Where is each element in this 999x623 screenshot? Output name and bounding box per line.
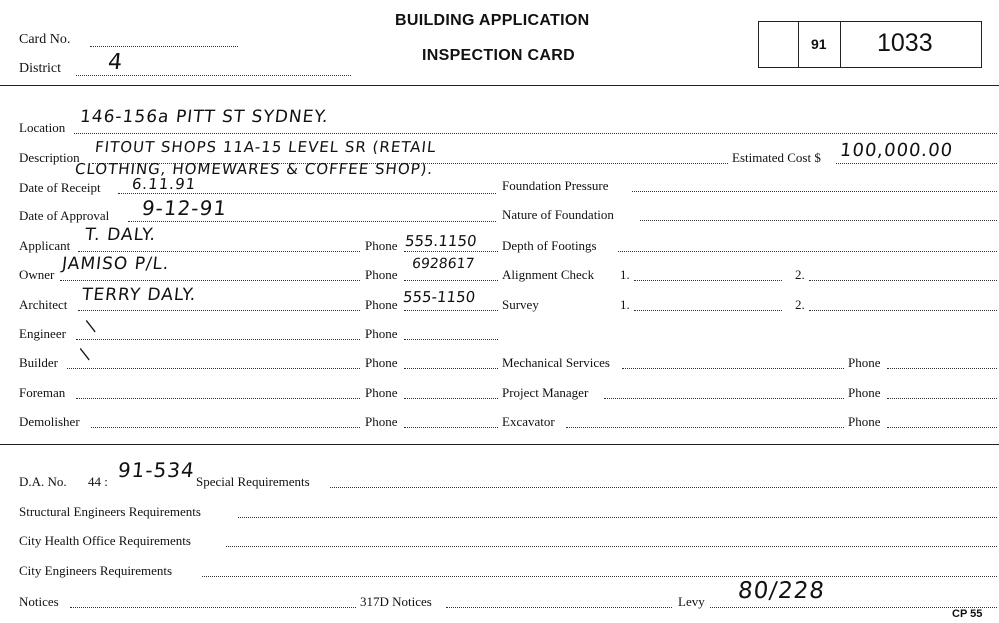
demolisher-label: Demolisher <box>19 414 80 429</box>
header-divider <box>0 85 999 86</box>
notices-317d-field[interactable] <box>446 607 672 608</box>
special-requirements-label: Special Requirements <box>196 474 310 489</box>
district-value: 4 <box>106 50 125 75</box>
excavator-field[interactable] <box>566 427 844 428</box>
owner-field[interactable] <box>60 280 360 281</box>
mechanical-field[interactable] <box>622 368 844 369</box>
nature-foundation-field[interactable] <box>640 220 997 221</box>
levy-label: Levy <box>678 594 705 609</box>
description-label: Description <box>19 150 80 165</box>
district-label: District <box>19 61 61 76</box>
location-value: 146-156a PITT ST SYDNEY. <box>78 107 330 127</box>
city-engineers-field[interactable] <box>202 576 997 577</box>
foreman-phone-field[interactable] <box>404 398 498 399</box>
alignment-check-label: Alignment Check <box>502 267 595 282</box>
architect-value: TERRY DALY. <box>80 285 198 305</box>
applicant-field[interactable] <box>78 251 360 252</box>
city-engineers-label: City Engineers Requirements <box>19 563 173 578</box>
foundation-pressure-label: Foundation Pressure <box>502 178 609 193</box>
date-receipt-field[interactable] <box>118 193 496 194</box>
health-label: City Health Office Requirements <box>19 533 191 548</box>
mechanical-phone-field[interactable] <box>887 368 997 369</box>
form-code: CP 55 <box>952 608 983 620</box>
description-value-line2: CLOTHING, HOMEWARES & COFFEE SHOP). <box>74 160 435 178</box>
nature-foundation-label: Nature of Foundation <box>502 207 614 222</box>
architect-field[interactable] <box>78 310 360 311</box>
excavator-phone-label: Phone <box>848 414 881 429</box>
applicant-value: T. DALY. <box>83 225 158 245</box>
architect-phone-label: Phone <box>365 297 398 312</box>
owner-phone-field[interactable] <box>404 280 498 281</box>
depth-footings-label: Depth of Footings <box>502 238 597 253</box>
card-no-field[interactable] <box>90 46 238 47</box>
notices-field[interactable] <box>70 607 356 608</box>
card-number: 1033 <box>877 29 933 57</box>
applicant-phone-field[interactable] <box>404 251 498 252</box>
engineer-value: / <box>81 317 102 335</box>
builder-phone-label: Phone <box>365 355 398 370</box>
architect-phone-field[interactable] <box>404 310 498 311</box>
estimated-cost-label: Estimated Cost $ <box>732 150 821 165</box>
engineer-phone-field[interactable] <box>404 339 498 340</box>
mechanical-phone-label: Phone <box>848 355 881 370</box>
applicant-phone-label: Phone <box>365 238 398 253</box>
description-value-line1: FITOUT SHOPS 11A-15 LEVEL SR (RETAIL <box>94 138 438 156</box>
card-number-box <box>758 21 982 68</box>
date-approval-field[interactable] <box>128 221 496 222</box>
engineer-label: Engineer <box>19 326 66 341</box>
structural-field[interactable] <box>238 517 997 518</box>
owner-label: Owner <box>19 267 55 282</box>
project-manager-label: Project Manager <box>502 385 589 400</box>
mechanical-label: Mechanical Services <box>502 355 610 370</box>
builder-label: Builder <box>19 355 58 370</box>
date-approval-value: 9-12-91 <box>140 196 229 220</box>
structural-label: Structural Engineers Requirements <box>19 504 201 519</box>
engineer-phone-label: Phone <box>365 326 398 341</box>
owner-phone-label: Phone <box>365 267 398 282</box>
alignment-check-field1[interactable] <box>634 280 782 281</box>
foreman-phone-label: Phone <box>365 385 398 400</box>
da-value: 91-534 <box>116 458 197 482</box>
owner-phone-value: 6928617 <box>411 256 476 272</box>
survey-num1: 1. <box>620 297 630 312</box>
da-prefix: 44 : <box>88 474 108 489</box>
excavator-phone-field[interactable] <box>887 427 997 428</box>
notices-label: Notices <box>19 594 59 609</box>
project-manager-field[interactable] <box>604 398 844 399</box>
builder-field[interactable] <box>67 368 360 369</box>
demolisher-phone-label: Phone <box>365 414 398 429</box>
demolisher-field[interactable] <box>91 427 360 428</box>
date-receipt-label: Date of Receipt <box>19 180 101 195</box>
form-title-line1: BUILDING APPLICATION <box>395 12 590 29</box>
survey-field1[interactable] <box>634 310 782 311</box>
alignment-check-num2: 2. <box>795 267 805 282</box>
depth-footings-field[interactable] <box>618 251 997 252</box>
architect-phone-value: 555-1150 <box>402 288 477 306</box>
estimated-cost-value: 100,000.00 <box>838 140 955 161</box>
notices-317d-label: 317D Notices <box>360 594 432 609</box>
builder-phone-field[interactable] <box>404 368 498 369</box>
builder-value: / <box>75 345 96 363</box>
project-manager-phone-field[interactable] <box>887 398 997 399</box>
survey-field2[interactable] <box>809 310 997 311</box>
foundation-pressure-field[interactable] <box>632 191 997 192</box>
applicant-phone-value: 555.1150 <box>404 232 478 250</box>
engineer-field[interactable] <box>76 339 360 340</box>
survey-label: Survey <box>502 297 539 312</box>
applicant-label: Applicant <box>19 238 71 253</box>
card-prefix: 91 <box>811 36 827 52</box>
owner-value: JAMISO P/L. <box>60 254 171 274</box>
architect-label: Architect <box>19 297 68 312</box>
foreman-field[interactable] <box>76 398 360 399</box>
special-requirements-field[interactable] <box>330 487 997 488</box>
survey-num2: 2. <box>795 297 805 312</box>
date-receipt-value: 6.11.91 <box>131 175 198 193</box>
card-no-label: Card No. <box>19 32 71 47</box>
demolisher-phone-field[interactable] <box>404 427 498 428</box>
district-field[interactable] <box>76 75 351 76</box>
excavator-label: Excavator <box>502 414 555 429</box>
section-divider <box>0 444 999 445</box>
location-field[interactable] <box>74 133 997 134</box>
alignment-check-field2[interactable] <box>809 280 997 281</box>
date-approval-label: Date of Approval <box>19 208 110 223</box>
location-label: Location <box>19 120 66 135</box>
levy-value: 80/228 <box>736 578 827 604</box>
alignment-check-num1: 1. <box>620 267 630 282</box>
estimated-cost-field[interactable] <box>836 163 997 164</box>
form-title-line2: INSPECTION CARD <box>422 47 575 64</box>
health-field[interactable] <box>226 546 997 547</box>
foreman-label: Foreman <box>19 385 66 400</box>
da-no-label: D.A. No. <box>19 474 67 489</box>
project-manager-phone-label: Phone <box>848 385 881 400</box>
